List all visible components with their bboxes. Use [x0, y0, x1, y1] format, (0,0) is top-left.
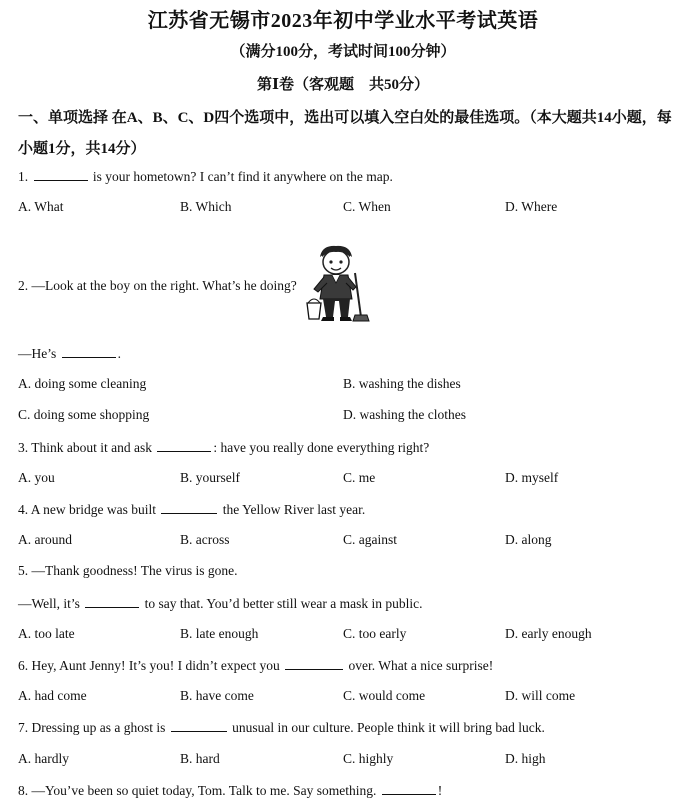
question-3-stem: 3. Think about it and ask : have you really done everything right?: [18, 440, 430, 455]
boy-with-mop-and-bucket-icon: [306, 243, 370, 325]
q5-option-b: B. late enough: [180, 626, 259, 641]
question-6-stem: 6. Hey, Aunt Jenny! It’s you! I didn’t expect you over. What a nice surprise!: [18, 658, 494, 673]
q5-option-d: D. early enough: [505, 626, 592, 641]
question-2-stem: 2. —Look at the boy on the right. What’s he doing?: [18, 278, 297, 293]
q6-option-b: B. have come: [180, 688, 254, 703]
answer-blank: [285, 657, 343, 670]
answer-blank: [85, 595, 139, 608]
q6-option-d: D. will come: [505, 688, 576, 703]
section-heading: 一、单项选择 在A、B、C、D四个选项中，选出可以填入空白处的最佳选项。（本大题共14小题，每小题1分，共14分）: [18, 110, 672, 157]
answer-blank: [161, 501, 217, 514]
answer-blank: [62, 345, 116, 358]
q4-option-b: B. across: [180, 532, 230, 547]
question-2-reply: —He’s .: [18, 346, 121, 361]
q2-option-b: B. washing the dishes: [343, 376, 461, 391]
part-heading: 第Ⅰ卷（客观题 共50分）: [256, 77, 430, 93]
q1-option-b: B. Which: [180, 199, 232, 214]
q1-option-d: D. Where: [505, 199, 558, 214]
q1-option-a: A. What: [18, 199, 64, 214]
q7-option-a: A. hardly: [18, 751, 69, 766]
q7-option-c: C. highly: [343, 751, 394, 766]
question-5-reply: —Well, it’s to say that. You’d better still wear a mask in public.: [18, 596, 423, 611]
answer-blank: [34, 168, 88, 181]
question-4-stem: 4. A new bridge was built the Yellow River last year.: [18, 502, 366, 517]
question-7-stem: 7. Dressing up as a ghost is unusual in our culture. People think it will bring bad luck.: [18, 720, 545, 735]
question-5-stem: 5. —Thank goodness! The virus is gone.: [18, 563, 238, 578]
q5-option-c: C. too early: [343, 626, 407, 641]
q4-option-c: C. against: [343, 532, 397, 547]
q5-option-a: A. too late: [18, 626, 75, 641]
q3-option-b: B. yourself: [180, 470, 240, 485]
answer-blank: [382, 782, 436, 795]
answer-blank: [157, 439, 211, 452]
answer-blank: [171, 719, 227, 732]
q6-option-a: A. had come: [18, 688, 87, 703]
exam-subtitle: （满分100分，考试时间100分钟）: [230, 44, 456, 60]
question-1-stem: 1. is your hometown? I can’t find it anywhere on the map.: [18, 169, 393, 184]
q6-option-c: C. would come: [343, 688, 426, 703]
q1-option-c: C. When: [343, 199, 391, 214]
q7-option-d: D. high: [505, 751, 546, 766]
q4-option-d: D. along: [505, 532, 552, 547]
exam-title: 江苏省无锡市2023年初中学业水平考试英语: [147, 10, 539, 32]
q2-option-d: D. washing the clothes: [343, 407, 466, 422]
q7-option-b: B. hard: [180, 751, 220, 766]
question-8-stem: 8. —You’ve been so quiet today, Tom. Talk to me. Say something. !: [18, 783, 443, 798]
q2-option-a: A. doing some cleaning: [18, 376, 147, 391]
q4-option-a: A. around: [18, 532, 72, 547]
q3-option-c: C. me: [343, 470, 376, 485]
q3-option-a: A. you: [18, 470, 55, 485]
q2-option-c: C. doing some shopping: [18, 407, 150, 422]
q3-option-d: D. myself: [505, 470, 559, 485]
